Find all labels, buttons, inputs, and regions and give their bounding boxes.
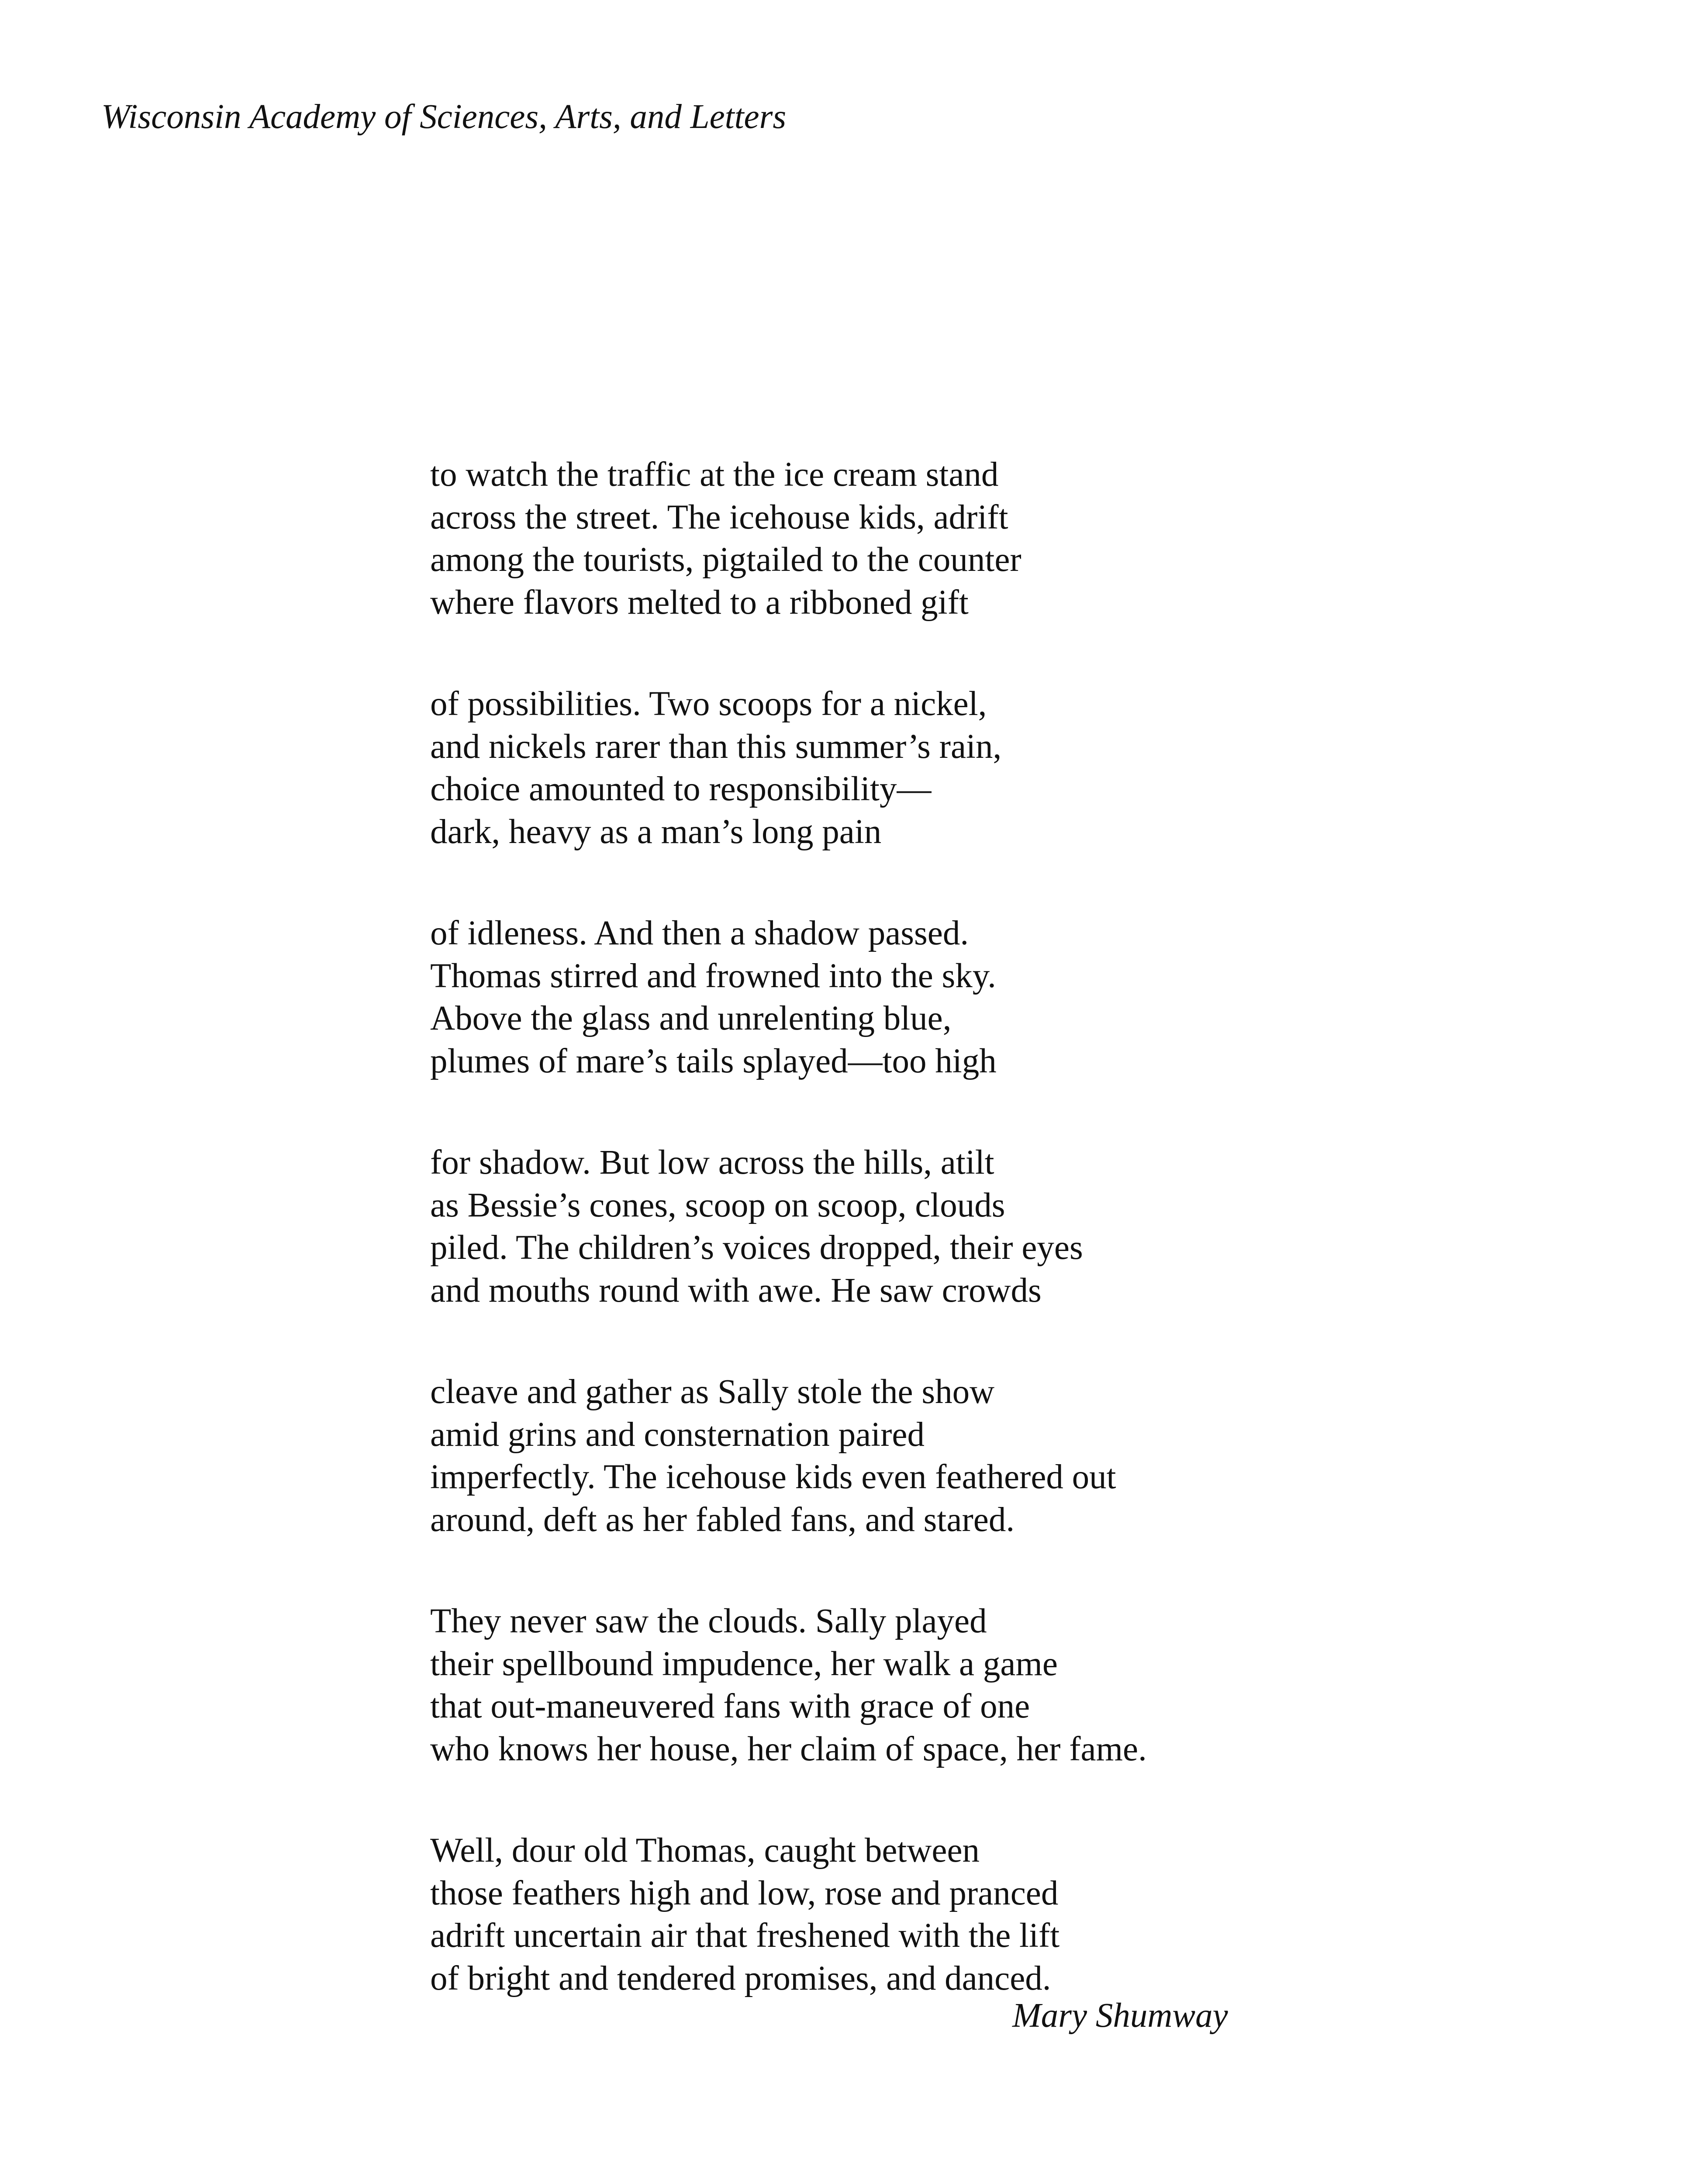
poem-line: of idleness. And then a shadow passed. — [430, 914, 969, 952]
poem-line: who knows her house, her claim of space, her fame. — [430, 1730, 1147, 1768]
poem-line: plumes of mare’s tails splayed—too high — [430, 1042, 997, 1080]
poem-line: They never saw the clouds. Sally played — [430, 1602, 987, 1640]
stanza — [430, 912, 1304, 1082]
stanza — [430, 453, 1304, 624]
poem-line: imperfectly. The icehouse kids even feathered out — [430, 1458, 1116, 1496]
poem-line: and nickels rarer than this summer’s rain, — [430, 727, 1002, 766]
poem-line: cleave and gather as Sally stole the show — [430, 1373, 995, 1411]
poem-line: among the tourists, pigtailed to the counter — [430, 541, 1021, 579]
poem-line: amid grins and consternation paired — [430, 1415, 925, 1454]
poem-line: as Bessie’s cones, scoop on scoop, clouds — [430, 1186, 1005, 1224]
poem-line: dark, heavy as a man’s long pain — [430, 812, 882, 851]
poem-line: their spellbound impudence, her walk a game — [430, 1645, 1058, 1683]
poem-body — [430, 453, 1304, 2059]
poem-line: to watch the traffic at the ice cream stand — [430, 456, 999, 494]
poem-line: of bright and tendered promises, and danced. — [430, 1959, 1051, 1997]
poem-line: around, deft as her fabled fans, and stared. — [430, 1500, 1015, 1539]
poem-line: adrift uncertain air that freshened with the lift — [430, 1917, 1060, 1955]
poem-line: and mouths round with awe. He saw crowds — [430, 1271, 1042, 1310]
poem-line: Well, dour old Thomas, caught between — [430, 1832, 980, 1870]
poem-line: Above the glass and unrelenting blue, — [430, 999, 952, 1037]
stanza — [430, 1371, 1304, 1541]
stanza — [430, 683, 1304, 853]
poem-line: Thomas stirred and frowned into the sky. — [430, 957, 996, 995]
poem-line: where flavors melted to a ribboned gift — [430, 583, 969, 622]
poem-line: piled. The children’s voices dropped, their eyes — [430, 1229, 1083, 1267]
poem-line: across the street. The icehouse kids, adrift — [430, 498, 1008, 536]
poem-line: for shadow. But low across the hills, atilt — [430, 1144, 994, 1182]
stanza — [430, 1600, 1304, 1770]
poem-line: those feathers high and low, rose and pranced — [430, 1874, 1059, 1912]
poem-line: that out-maneuvered fans with grace of one — [430, 1687, 1030, 1725]
running-header: Wisconsin Academy of Sciences, Arts, and Letters — [101, 98, 787, 136]
poem-line: choice amounted to responsibility— — [430, 770, 932, 808]
author-byline: Mary Shumway — [1012, 1997, 1228, 2035]
poem-line: of possibilities. Two scoops for a nickel, — [430, 685, 987, 723]
stanza — [430, 1829, 1304, 2000]
stanza — [430, 1141, 1304, 1312]
